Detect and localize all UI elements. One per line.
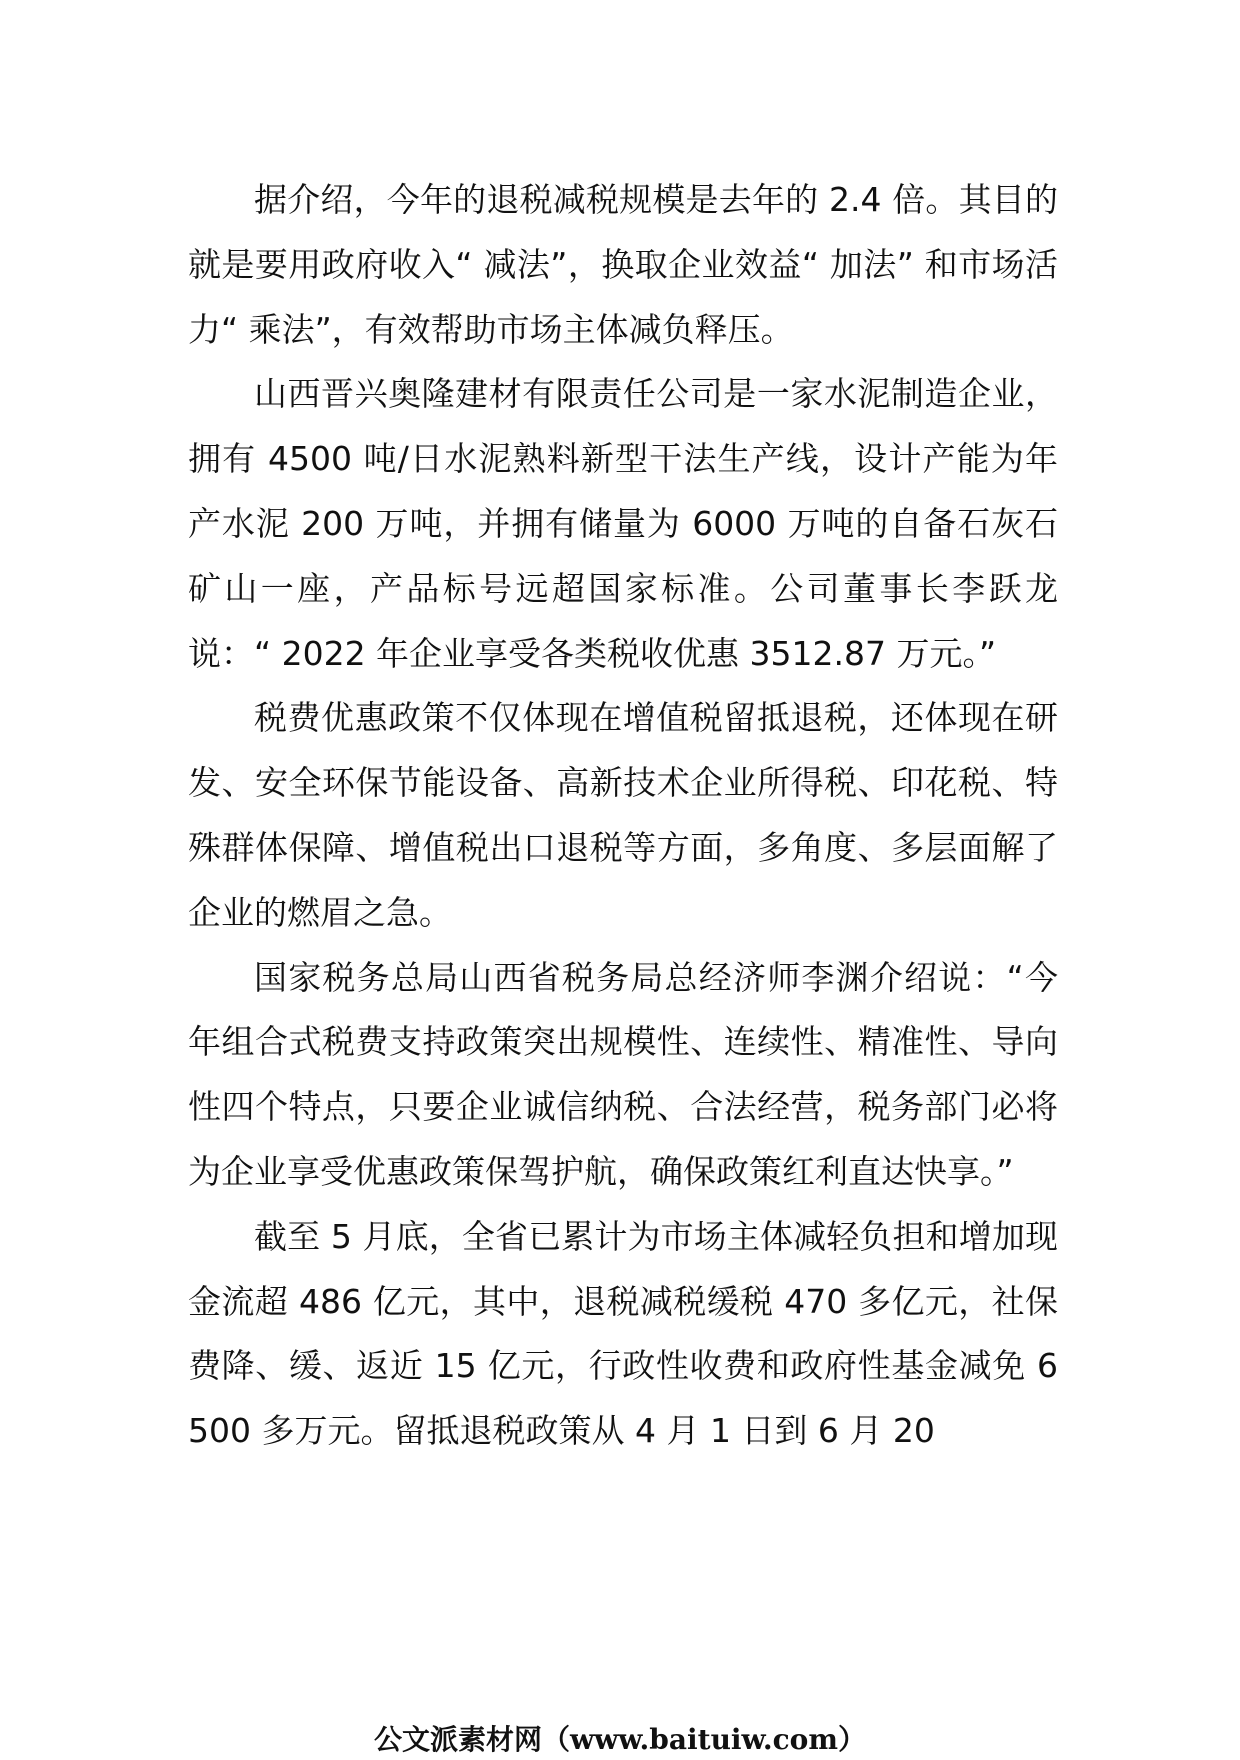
paragraph-tax-scale: 据介绍，今年的退税减税规模是去年的 2.4 倍。其目的就是要用政府收入“ 减法”，换取企业效益“ 加法” 和市场活力“ 乘法”，有效帮助市场主体减负释压。 <box>188 180 1058 349</box>
document-body <box>188 168 1058 1464</box>
paragraph-provincial-stats: 截至 5 月底，全省已累计为市场主体减轻负担和增加现金流超 486 亿元，其中，退税减税缓税 470 多亿元，社保费降、缓、返近 15 亿元，行政性收费和政府性基金减免 6500 多万元。留抵退税政策从 4 月 1 日到 6 月 20 <box>188 1216 1058 1451</box>
paragraph-company-profile: 山西晋兴奥隆建材有限责任公司是一家水泥制造企业，拥有 4500 吨/日水泥熟料新型干法生产线，设计产能为年产水泥 200 万吨，并拥有储量为 6000 万吨的自备石灰石矿山一座，产品标号远超国家标准。公司董事长李跃龙说：“ 2022 年企业享受各类税收优惠 3512.87 万元。” <box>188 374 1058 673</box>
paragraph-official-quote: 国家税务总局山西省税务局总经济师李渊介绍说：“今年组合式税费支持政策突出规模性、连续性、精准性、导向性四个特点，只要企业诚信纳税、合法经营，税务部门必将为企业享受优惠政策保驾护航，确保政策红利直达快享。” <box>188 957 1058 1191</box>
paragraph-policy-benefits: 税费优惠政策不仅体现在增值税留抵退税，还体现在研发、安全环保节能设备、高新技术企业所得税、印花税、特殊群体保障、增值税出口退税等方面，多角度、多层面解了企业的燃眉之急。 <box>188 698 1058 932</box>
page-footer: 公文派素材网（www.baituiw.com） <box>374 1723 866 1756</box>
